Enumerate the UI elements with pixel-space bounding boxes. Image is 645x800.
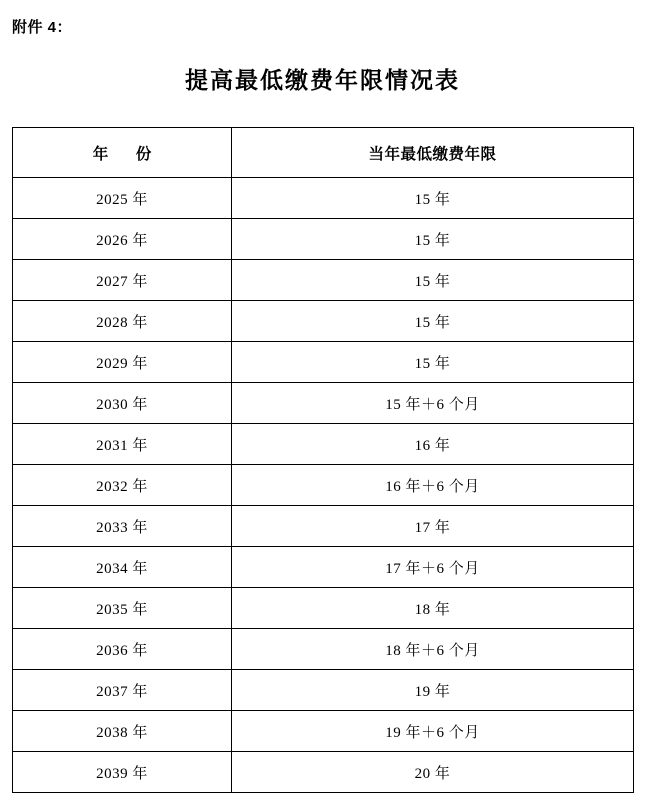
- cell-minimum-years: 19 年＋6 个月: [232, 711, 634, 752]
- cell-year: 2030 年: [13, 383, 232, 424]
- cell-year: 2026 年: [13, 219, 232, 260]
- table-row: [13, 383, 634, 424]
- cell-minimum-years: 18 年＋6 个月: [232, 629, 634, 670]
- cell-year: 2038 年: [13, 711, 232, 752]
- table-row: [13, 547, 634, 588]
- cell-year: 2032 年: [13, 465, 232, 506]
- cell-year: 2027 年: [13, 260, 232, 301]
- column-header-minimum-years: 当年最低缴费年限: [232, 128, 634, 178]
- cell-minimum-years: 15 年: [232, 219, 634, 260]
- cell-year: 2033 年: [13, 506, 232, 547]
- table-header-row: [13, 128, 634, 178]
- cell-year: 2031 年: [13, 424, 232, 465]
- cell-year: 2039 年: [13, 752, 232, 793]
- cell-minimum-years: 15 年＋6 个月: [232, 383, 634, 424]
- table-row: [13, 752, 634, 793]
- cell-minimum-years: 15 年: [232, 301, 634, 342]
- cell-minimum-years: 20 年: [232, 752, 634, 793]
- cell-year: 2029 年: [13, 342, 232, 383]
- table-row: [13, 506, 634, 547]
- table-header: [13, 128, 634, 178]
- minimum-contribution-years-table: [12, 127, 634, 793]
- table-row: [13, 424, 634, 465]
- cell-minimum-years: 17 年＋6 个月: [232, 547, 634, 588]
- page-title: 提高最低缴费年限情况表: [185, 68, 460, 93]
- cell-year: 2034 年: [13, 547, 232, 588]
- table-row: [13, 711, 634, 752]
- cell-minimum-years: 16 年＋6 个月: [232, 465, 634, 506]
- table-row: [13, 301, 634, 342]
- table-body: [13, 178, 634, 793]
- cell-year: 2035 年: [13, 588, 232, 629]
- table-row: [13, 219, 634, 260]
- cell-year: 2037 年: [13, 670, 232, 711]
- cell-minimum-years: 16 年: [232, 424, 634, 465]
- cell-year: 2028 年: [13, 301, 232, 342]
- attachment-label: 附件 4：: [12, 19, 73, 36]
- table-row: [13, 260, 634, 301]
- table-row: [13, 465, 634, 506]
- cell-minimum-years: 15 年: [232, 178, 634, 219]
- cell-minimum-years: 19 年: [232, 670, 634, 711]
- column-header-year: 年 份: [13, 128, 232, 178]
- table-row: [13, 629, 634, 670]
- cell-minimum-years: 17 年: [232, 506, 634, 547]
- table-row: [13, 178, 634, 219]
- cell-year: 2025 年: [13, 178, 232, 219]
- cell-year: 2036 年: [13, 629, 232, 670]
- cell-minimum-years: 15 年: [232, 342, 634, 383]
- table-row: [13, 670, 634, 711]
- table-row: [13, 342, 634, 383]
- table-row: [13, 588, 634, 629]
- cell-minimum-years: 18 年: [232, 588, 634, 629]
- cell-minimum-years: 15 年: [232, 260, 634, 301]
